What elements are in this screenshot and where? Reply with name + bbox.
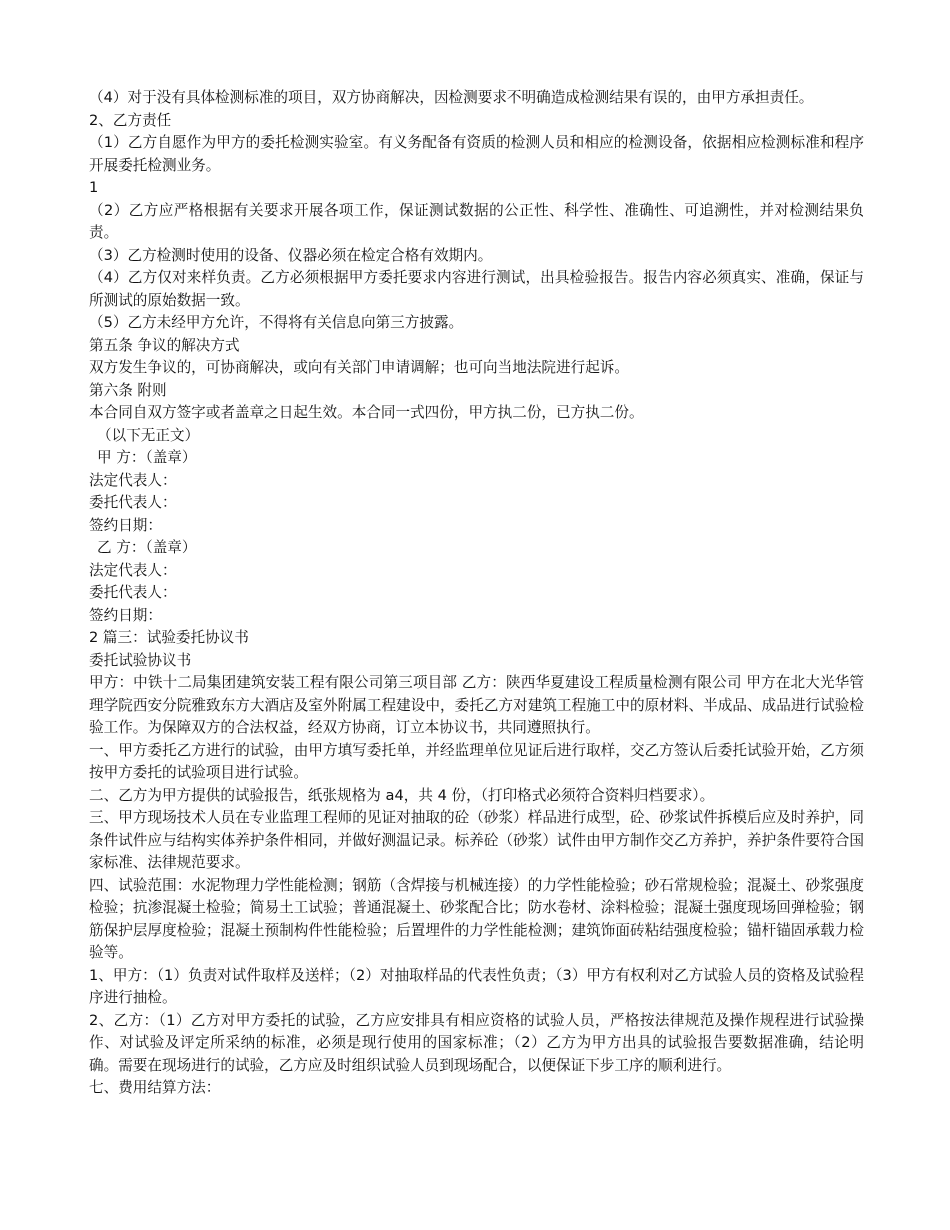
clause-item: （4）对于没有具体检测标准的项目，双方协商解决，因检测要求不明确造成检测结果有误的，由甲方承担责任。: [89, 89, 814, 106]
paragraph: 一、甲方委托乙方进行的试验，由甲方填写委托单，并经监理单位见证后进行取样，交乙方签认后委托试验开始，乙方须按甲方委托的试验项目进行试验。: [89, 741, 864, 781]
clause-item: （4）乙方仅对来样负责。乙方必须根据甲方委托要求内容进行测试，出具检验报告。报告内容必须真实、准确，保证与所测试的原始数据一致。: [89, 269, 864, 309]
paragraph: 二、乙方为甲方提供的试验报告，纸张规格为 a4，共 4 份，（打印格式必须符合资料归档要求）。: [89, 786, 715, 804]
paragraph: 2、乙方：（1）乙方对甲方委托的试验，乙方应安排具有相应资格的试验人员，严格按法律规范及操作规程进行试验操作、对试验及评定所采纳的标准，必须是现行使用的国家标准；（2）乙方为甲方出具的试验报告要数据准确，结论明确。需要在现场进行的试验，乙方应及时组织试验人员到现场配合，以便保证下步工序的顺利进行。: [89, 1011, 864, 1074]
section-heading: 2、乙方责任: [89, 111, 172, 129]
article-heading: 第五条 争议的解决方式: [89, 336, 240, 354]
clause-item: （3）乙方检测时使用的设备、仪器必须在检定合格有效期内。: [89, 246, 493, 264]
signature-field: 签约日期：: [89, 606, 162, 624]
party-b-signature: 乙 方：（盖章）: [97, 539, 197, 556]
signature-field: 法定代表人：: [89, 561, 177, 579]
signature-field: 委托代表人：: [89, 584, 177, 601]
clause-item: （2）乙方应严格根据有关要求开展各项工作，保证测试数据的公正性、科学性、准确性、可追溯性，并对检测结果负责。: [89, 201, 864, 241]
paragraph: 1、甲方：（1）负责对试件取样及送样；（2）对抽取样品的代表性负责；（3）甲方有权利对乙方试验人员的资格及试验程序进行抽检。: [89, 966, 864, 1006]
paragraph: 甲方：中铁十二局集团建筑安装工程有限公司第三项目部 乙方：陕西华夏建设工程质量检测有限公司 甲方在北大光华管理学院西安分院雅致东方大酒店及室外附属工程建设中，委托乙方对建筑工程施工中的原材料、半成品、成品进行试验检验工作。为保障双方的合法权益，经双方协商，订立本协议书，共同遵照执行。: [89, 674, 864, 736]
signature-field: 委托代表人：: [89, 494, 177, 511]
end-note: （以下无正文）: [97, 426, 200, 444]
paragraph: 三、甲方现场技术人员在专业监理工程师的见证对抽取的砼（砂浆）样品进行成型，砼、砂浆试件拆模后应及时养护，同条件试件应与结构实体养护条件相同，并做好测温记录。标养砼（砂浆）试件由甲方制作交乙方养护，养护条件要符合国家标准、法律规范要求。: [89, 809, 864, 871]
document-body: [89, 87, 864, 1100]
paragraph: 双方发生争议的，可协商解决，或向有关部门申请调解；也可向当地法院进行起诉。: [89, 359, 629, 376]
signature-field: 签约日期：: [89, 516, 162, 534]
page-number: 1: [89, 179, 99, 196]
section-heading: 七、费用结算方法：: [89, 1079, 221, 1096]
paragraph: 四、试验范围：水泥物理力学性能检测；钢筋（含焊接与机械连接）的力学性能检验；砂石常规检验；混凝土、砂浆强度检验；抗渗混凝土检验；简易土工试验；普通混凝土、砂浆配合比；防水卷材、涂料检验；混凝土强度现场回弹检验；钢筋保护层厚度检验；混凝土预制构件性能检验；后置埋件的力学性能检测；建筑饰面砖粘结强度检验；锚杆锚固承载力检验等。: [89, 876, 864, 961]
party-a-signature: 甲 方：（盖章）: [97, 449, 197, 466]
agreement-title: 委托试验协议书: [89, 651, 192, 669]
chapter-heading: 2 篇三：试验委托协议书: [89, 629, 249, 646]
clause-item: （1）乙方自愿作为甲方的委托检测实验室。有义务配备有资质的检测人员和相应的检测设备，依据相应检测标准和程序开展委托检测业务。: [89, 134, 864, 174]
signature-field: 法定代表人：: [89, 471, 177, 489]
article-heading: 第六条 附则: [89, 381, 167, 399]
clause-item: （5）乙方未经甲方允许，不得将有关信息向第三方披露。: [89, 314, 464, 331]
paragraph: 本合同自双方签字或者盖章之日起生效。本合同一式四份，甲方执二份，已方执二份。: [89, 404, 644, 421]
